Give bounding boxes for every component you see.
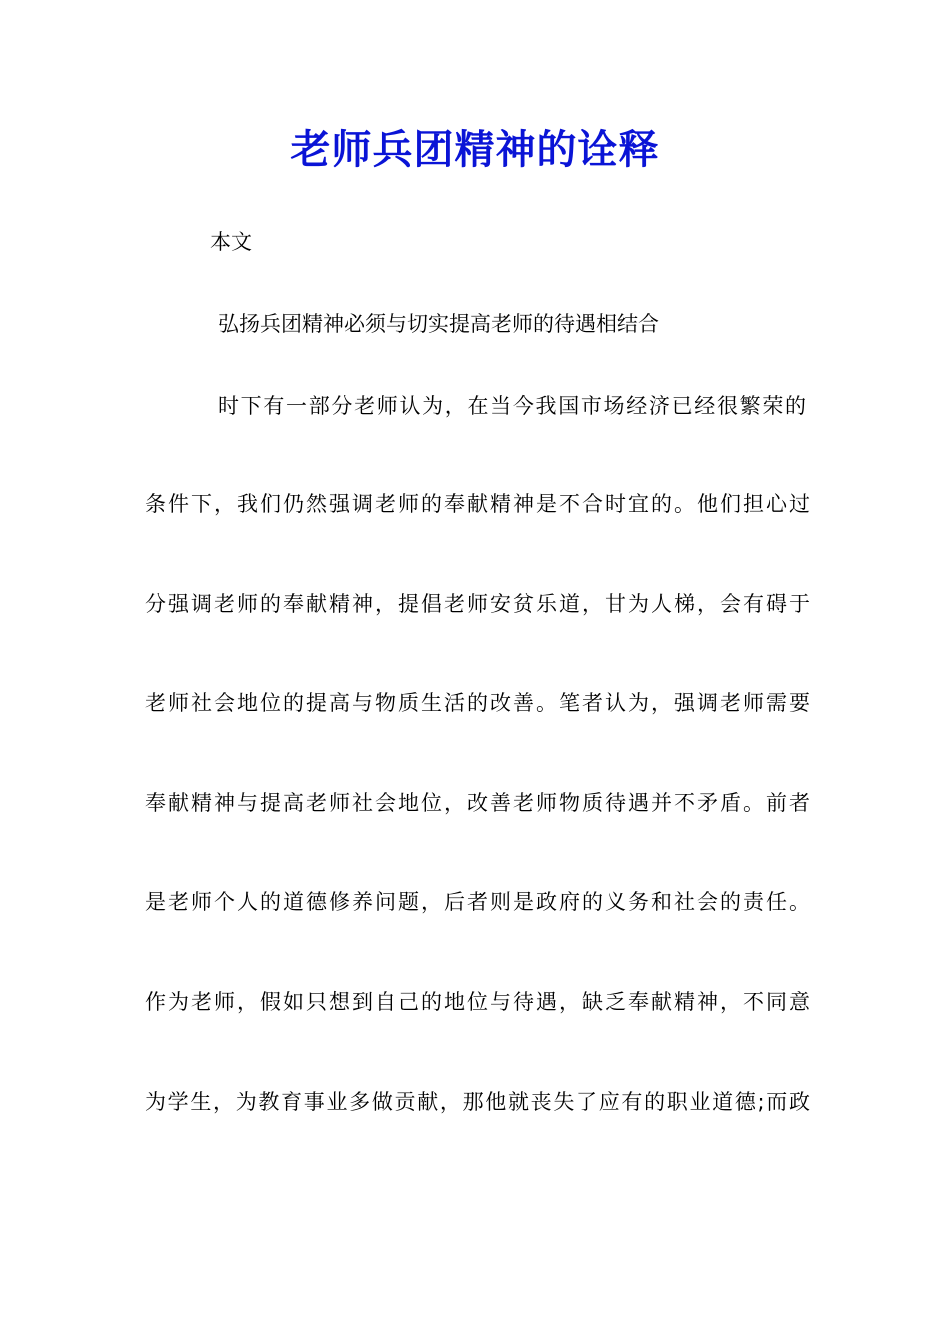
body-line: 条件下，我们仍然强调老师的奉献精神是不合时宜的。他们担心过 xyxy=(145,492,810,516)
section-label: 本文 xyxy=(210,230,252,254)
body-line: 是老师个人的道德修养问题，后者则是政府的义务和社会的责任。 xyxy=(145,890,810,914)
body-line: 时下有一部分老师认为，在当今我国市场经济已经很繁荣的 xyxy=(218,394,806,418)
body-line: 奉献精神与提高老师社会地位，改善老师物质待遇并不矛盾。前者 xyxy=(145,791,810,815)
body-line: 为学生，为教育事业多做贡献，那他就丧失了应有的职业道德;而政 xyxy=(145,1090,810,1114)
document-title: 老师兵团精神的诠释 xyxy=(290,127,660,173)
body-line: 作为老师，假如只想到自己的地位与待遇，缺乏奉献精神，不同意 xyxy=(145,990,810,1014)
body-line: 老师社会地位的提高与物质生活的改善。笔者认为，强调老师需要 xyxy=(145,691,810,715)
subheading: 弘扬兵团精神必须与切实提高老师的待遇相结合 xyxy=(218,312,659,336)
body-line: 分强调老师的奉献精神，提倡老师安贫乐道，甘为人梯，会有碍于 xyxy=(145,592,810,616)
